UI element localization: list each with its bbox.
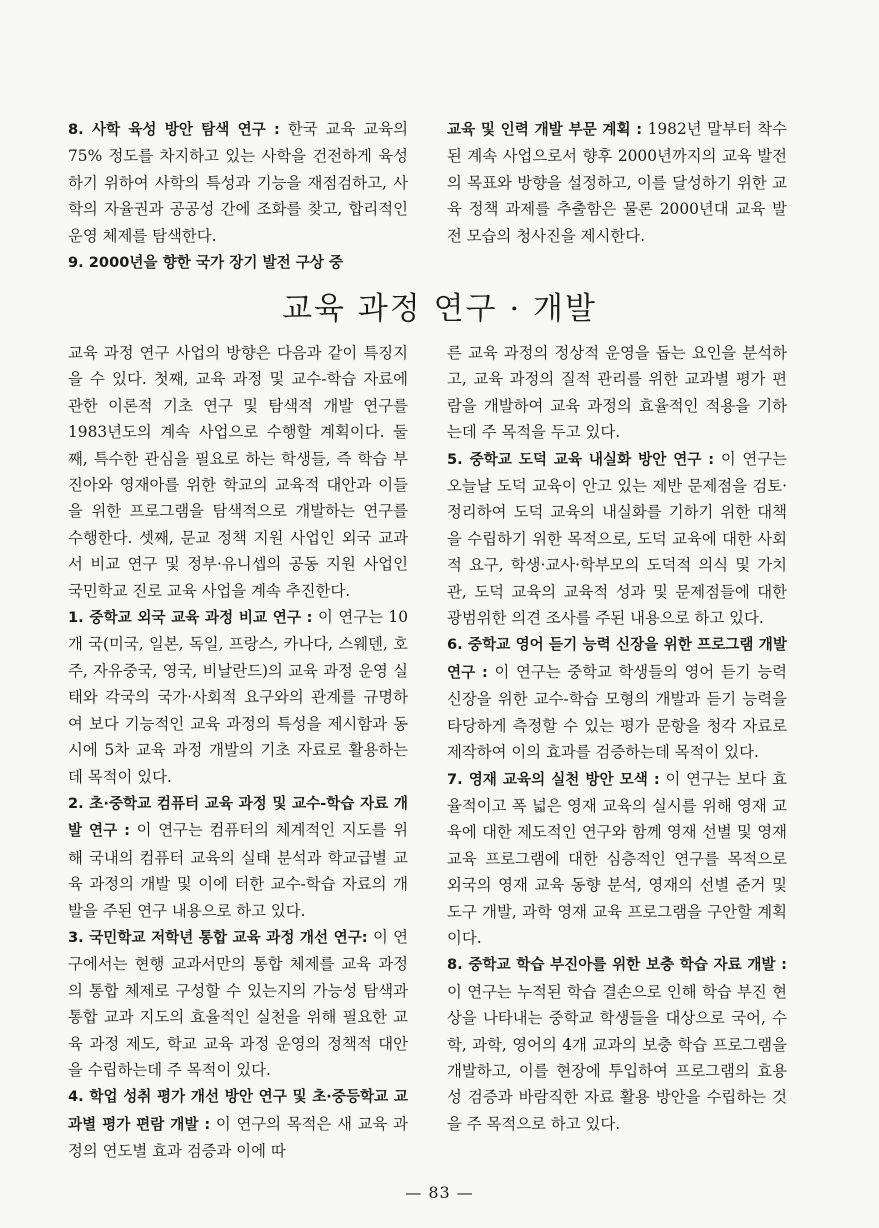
item-body: 이 연구에서는 현행 교과서만의 통합 체제를 교육 과정의 통합 체제로 구성할 수 있는지의 가능성 탐색과 통합 교과 지도의 효율적인 실천을 위해 필요한 교육 과정 제도, 학교 교육 과정 운영의 정책적 대안을 수립하는데 주 목적이 있다. <box>68 927 408 1079</box>
item-title: 8. 중학교 학습 부진아를 위한 보충 학습 자료 개발 : <box>447 956 787 974</box>
page-number: — 83 — <box>405 1183 474 1202</box>
item-body: 이 연구는 누적된 학습 결손으로 인해 학습 부진 현상을 나타내는 중학교 학생들을 대상으로 국어, 수학, 과학, 영어의 4개 교과의 보충 학습 프로그램을 개발하고, 이를 현장에 투입하여 프로그램의 효용성 검증과 바람직한 자료 활용 방안을 수립하는 것을 주 목적으로 하고 있다. <box>447 982 787 1133</box>
item-title: 1. 중학교 외국 교육 과정 비교 연구 : <box>68 609 313 627</box>
item-title: 2. 초·중학교 컴퓨터 교육 과정 및 교수-학습 자료 개발 연구 : <box>68 794 408 840</box>
item-title: 3. 국민학교 저학년 통합 교육 과정 개선 연구: <box>68 928 368 946</box>
top-right-column <box>447 116 787 249</box>
item-title: 5. 중학교 도덕 교육 내실화 방안 연구 : <box>447 450 715 468</box>
item-title: 6. 중학교 영어 듣기 능력 신장을 위한 프로그램 개발 연구 : <box>447 636 787 681</box>
item-7 <box>447 766 787 952</box>
right-column <box>447 340 787 1137</box>
item-8-private-school <box>68 116 408 249</box>
section-heading: 교육 과정 연구 · 개발 <box>282 291 597 327</box>
left-column <box>68 340 408 1165</box>
item-body: 한국 교육 교육의 75% 정도를 차지하고 있는 사학을 건전하게 육성하기 위하여 사학의 특성과 기능을 재점검하고, 사학의 자율권과 공공성 간에 조화를 찾고, 합리적인 운영 체제를 탐색한다. <box>68 120 409 245</box>
item-1 <box>68 604 408 790</box>
item-4-continuation: 른 교육 과정의 정상적 운영을 돕는 요인을 분석하고, 교육 과정의 질적 관리를 위한 교과별 평가 편람을 개발하여 교육 과정의 효율적인 적용을 기하는데 주 목적을 두고 있다. <box>447 344 787 442</box>
item-8 <box>447 951 787 1137</box>
intro-paragraph: 교육 과정 연구 사업의 방향은 다음과 같이 특징지을 수 있다. 첫째, 교육 과정 및 교수-학습 자료에 관한 이론적 기초 연구 및 탐색적 개발 연구를 1983년도의 계속 사업으로 수행할 계획이다. 둘째, 특수한 관심을 필요로 하는 학생들, 즉 학습 부진아와 영재아를 위한 학교의 교육적 대안과 이들을 위한 프로그램을 탐색적으로 개발하는 연구를 수행한다. 셋째, 문교 정책 지원 사업인 외국 교과서 비교 연구 및 정부·유니셉의 공동 지원 사업인 국민학교 진로 교육 사업을 계속 추진한다. <box>68 344 408 600</box>
item-3 <box>68 924 408 1083</box>
item-body: 이 연구는 오늘날 도덕 교육이 안고 있는 제반 문제점을 검토·정리하여 도덕 교육의 내실화를 기하기 위한 대책을 수립하기 위한 목적으로, 도덕 교육에 대한 사회적 요구, 학생·교사·학부모의 도덕적 의식 및 가치관, 도덕 교육의 교육적 성과 및 문제점들에 대한 광범위한 의견 조사를 주된 내용으로 하고 있다. <box>447 449 787 628</box>
item-title: 4. 학업 성취 평가 개선 방안 연구 및 초·중등학교 교과별 평가 편람 개발 : <box>68 1088 408 1133</box>
top-left-column <box>68 116 408 276</box>
item-body: 이 연구의 목적은 새 교육 과정의 연도별 효과 검증과 이에 따 <box>68 1114 408 1161</box>
item-2 <box>68 790 408 924</box>
item-4 <box>68 1083 408 1164</box>
item-6 <box>447 631 787 765</box>
item-body: 이 연구는 중학교 학생들의 영어 듣기 능력 신장을 위한 교수-학습 모형의 개발과 듣기 능력을 타당하게 측정할 수 있는 평가 문항을 청각 자료로 제작하여 이의 효과를 검증하는데 목적이 있다. <box>447 662 787 762</box>
item-5 <box>447 446 787 632</box>
item-title: 9. 2000년을 향한 국가 장기 발전 구상 중 <box>68 254 344 272</box>
item-9-continuation <box>447 116 787 249</box>
item-body: 1982년 말부터 착수된 계속 사업으로서 향후 2000년까지의 교육 발전의 목표와 방향을 설정하고, 이를 달성하기 위한 교육 정책 과제를 추출함은 물론 2000년대 교육 발전 모습의 청사진을 제시한다. <box>447 120 787 245</box>
item-9-long-term-plan <box>68 249 408 276</box>
item-title: 8. 사학 육성 방안 탐색 연구 : <box>68 121 280 138</box>
item-body: 이 연구는 컴퓨터의 체계적인 지도를 위해 국내의 컴퓨터 교육의 실태 분석과 학교급별 교육 과정의 개발 및 이에 터한 교수-학습 자료의 개발을 주된 연구 내용으로 하고 있다. <box>68 821 409 920</box>
item-title: 7. 영재 교육의 실천 방안 모색 : <box>447 770 660 788</box>
item-title: 교육 및 인력 개발 부문 계획 : <box>447 121 643 138</box>
item-body: 이 연구는 보다 효율적이고 폭 넓은 영재 교육의 실시를 위해 영재 교육에 대한 제도적인 연구와 함께 영재 선별 및 영재 교육 프로그램에 대한 심층적인 연구를 목적으로 외국의 영재 교육 동향 분석, 영재의 선별 준거 및 도구 개발, 과학 영재 교육 프로그램을 구안할 계획이다. <box>447 769 788 947</box>
item-body: 이 연구는 10개 국(미국, 일본, 독일, 프랑스, 카나다, 스웨덴, 호주, 자유중국, 영국, 비날란드)의 교육 과정 운영 실태와 각국의 국가·사회적 요구와의 관계를 규명하여 보다 기능적인 교육 과정의 특성을 제시함과 동시에 5차 교육 과정 개발의 기초 자료로 활용하는데 목적이 있다. <box>68 608 408 786</box>
